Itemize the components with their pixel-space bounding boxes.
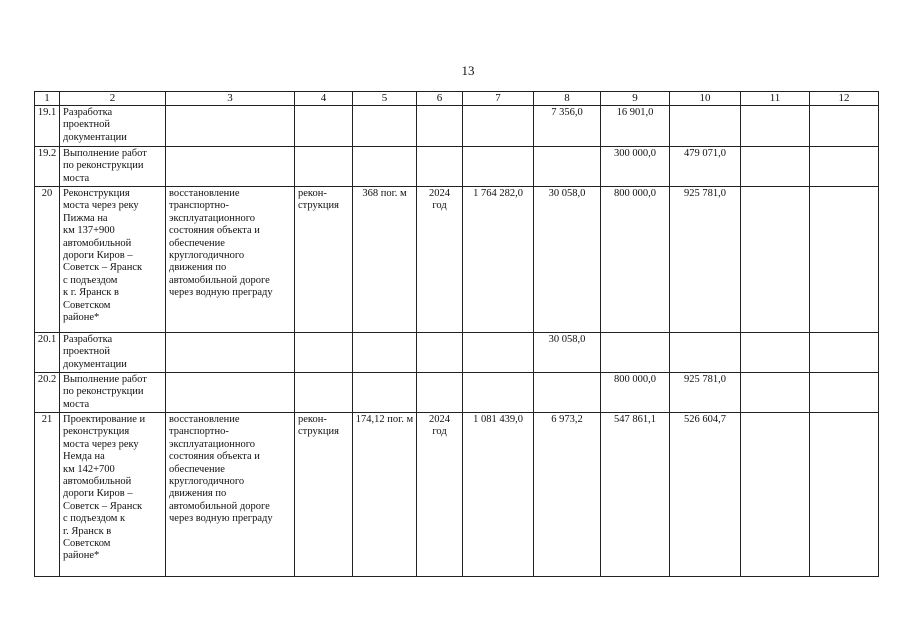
total-cost-cell: [463, 373, 534, 413]
work-type-cell: [295, 106, 353, 147]
row-number-cell: 20.2: [35, 373, 60, 413]
value-cell-col8: 30 058,0: [534, 187, 601, 333]
header-cell: 2: [60, 92, 166, 106]
header-cell: 5: [353, 92, 417, 106]
value-cell-col10: 925 781,0: [670, 373, 741, 413]
total-cost-cell: 1 764 282,0: [463, 187, 534, 333]
header-cell: 4: [295, 92, 353, 106]
purpose-cell: [166, 333, 295, 373]
row-number-cell: 20: [35, 187, 60, 333]
header-cell: 9: [601, 92, 670, 106]
year-cell: [417, 106, 463, 147]
total-cost-cell: 1 081 439,0: [463, 413, 534, 577]
value-cell-col8: 6 973,2: [534, 413, 601, 577]
header-row: [35, 92, 879, 106]
value-cell-col11: [741, 147, 810, 187]
document-table: [34, 91, 879, 577]
value-cell-col8: [534, 373, 601, 413]
row-number-cell: 19.2: [35, 147, 60, 187]
value-cell-col12: [810, 187, 879, 333]
value-cell-col10: [670, 106, 741, 147]
table-row: [35, 147, 879, 187]
capacity-cell: [353, 333, 417, 373]
header-cell: 7: [463, 92, 534, 106]
value-cell-col11: [741, 187, 810, 333]
year-cell: [417, 147, 463, 187]
table-row: [35, 413, 879, 577]
value-cell-col10: 479 071,0: [670, 147, 741, 187]
value-cell-col8: [534, 147, 601, 187]
value-cell-col10: [670, 333, 741, 373]
table-row: [35, 333, 879, 373]
value-cell-col12: [810, 333, 879, 373]
value-cell-col9: 800 000,0: [601, 187, 670, 333]
work-type-cell: [295, 147, 353, 187]
work-type-cell: [295, 373, 353, 413]
value-cell-col9: [601, 333, 670, 373]
value-cell-col11: [741, 333, 810, 373]
header-cell: 12: [810, 92, 879, 106]
purpose-cell: [166, 106, 295, 147]
row-number-cell: 19.1: [35, 106, 60, 147]
table-row: [35, 106, 879, 147]
purpose-cell: восстановление транспортно- эксплуатационного состояния объекта и обеспечение круглогодичного движения по автомобильной дороге через водную преграду: [166, 413, 295, 577]
value-cell-col11: [741, 413, 810, 577]
header-cell: 11: [741, 92, 810, 106]
value-cell-col10: 925 781,0: [670, 187, 741, 333]
year-cell: [417, 373, 463, 413]
header-cell: 10: [670, 92, 741, 106]
capacity-cell: [353, 106, 417, 147]
year-cell: 2024 год: [417, 187, 463, 333]
capacity-cell: 368 пог. м: [353, 187, 417, 333]
object-name-cell: Разработка проектной документации: [60, 106, 166, 147]
value-cell-col12: [810, 413, 879, 577]
work-type-cell: [295, 333, 353, 373]
total-cost-cell: [463, 333, 534, 373]
value-cell-col10: 526 604,7: [670, 413, 741, 577]
capacity-cell: [353, 373, 417, 413]
value-cell-col8: 30 058,0: [534, 333, 601, 373]
year-cell: [417, 333, 463, 373]
work-type-cell: рекон- струкция: [295, 187, 353, 333]
value-cell-col9: 547 861,1: [601, 413, 670, 577]
object-name-cell: Выполнение работ по реконструкции моста: [60, 373, 166, 413]
row-number-cell: 21: [35, 413, 60, 577]
object-name-cell: Реконструкция моста через реку Пижма на км 137+900 автомобильной дороги Киров – Советск – Яранск с подъездом к г. Яранск в Советском районе*: [60, 187, 166, 333]
work-type-cell: рекон- струкция: [295, 413, 353, 577]
purpose-cell: [166, 373, 295, 413]
row-number-cell: 20.1: [35, 333, 60, 373]
value-cell-col9: 16 901,0: [601, 106, 670, 147]
object-name-cell: Проектирование и реконструкция моста через реку Немда на км 142+700 автомобильной дороги Киров – Советск – Яранск с подъездом к г. Яранск в Советском районе*: [60, 413, 166, 577]
value-cell-col8: 7 356,0: [534, 106, 601, 147]
table-row: [35, 373, 879, 413]
year-cell: 2024 год: [417, 413, 463, 577]
value-cell-col12: [810, 147, 879, 187]
header-cell: 1: [35, 92, 60, 106]
total-cost-cell: [463, 147, 534, 187]
object-name-cell: Разработка проектной документации: [60, 333, 166, 373]
header-cell: 8: [534, 92, 601, 106]
page-number: 13: [461, 63, 475, 78]
header-cell: 6: [417, 92, 463, 106]
value-cell-col12: [810, 373, 879, 413]
value-cell-col9: 300 000,0: [601, 147, 670, 187]
value-cell-col9: 800 000,0: [601, 373, 670, 413]
table-row: [35, 187, 879, 333]
value-cell-col11: [741, 373, 810, 413]
purpose-cell: [166, 147, 295, 187]
capacity-cell: 174,12 пог. м: [353, 413, 417, 577]
object-name-cell: Выполнение работ по реконструкции моста: [60, 147, 166, 187]
value-cell-col12: [810, 106, 879, 147]
value-cell-col11: [741, 106, 810, 147]
capacity-cell: [353, 147, 417, 187]
header-cell: 3: [166, 92, 295, 106]
total-cost-cell: [463, 106, 534, 147]
purpose-cell: восстановление транспортно- эксплуатационного состояния объекта и обеспечение круглогодичного движения по автомобильной дороге через водную преграду: [166, 187, 295, 333]
